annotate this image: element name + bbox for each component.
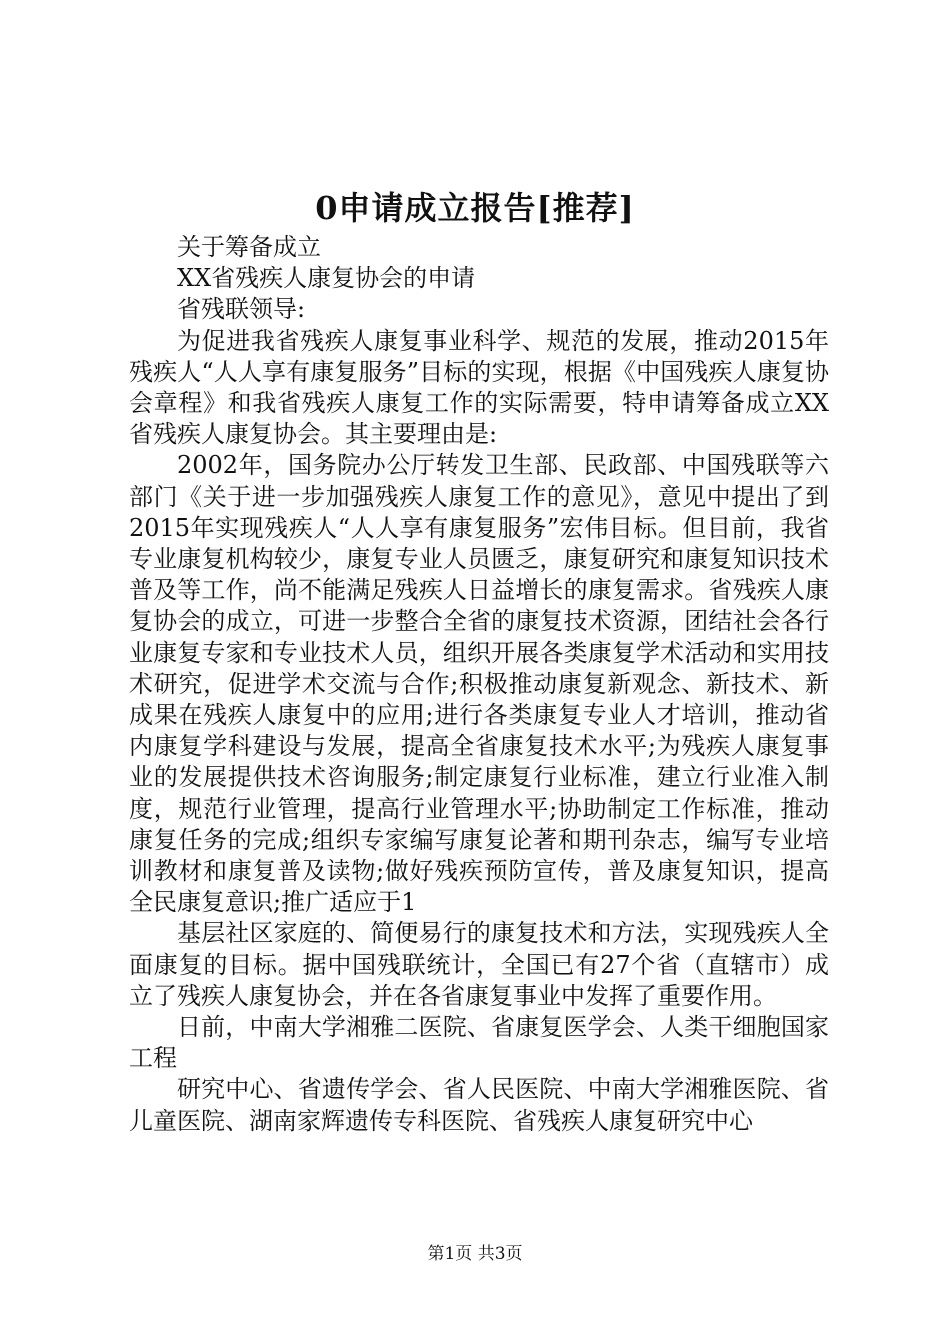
paragraph-institutions-1: 日前，中南大学湘雅二医院、省康复医学会、人类干细胞国家工程 [129,1013,829,1073]
document-body [129,232,829,1137]
document-title: 0申请成立报告[推荐] [315,189,635,227]
paragraph-heading-line-1: 关于筹备成立 [177,233,321,261]
paragraph-community: 基层社区家庭的、简便易行的康复技术和方法，实现残疾人全面康复的目标。据中国残联统计，全国已有27个省（直辖市）成立了残疾人康复协会，并在各省康复事业中发挥了重要作用。 [129,919,829,1010]
paragraph-salutation: 省残联领导: [177,295,306,324]
paragraph-purpose: 为促进我省残疾人康复事业科学、规范的发展，推动2015年残疾人“人人享有康复服务”目标的实现，根据《中国残疾人康复协会章程》和我省残疾人康复工作的实际需要，特申请筹备成立XX省残疾人康复协会。其主要理由是: [129,326,829,449]
paragraph-institutions-2: 研究中心、省遗传学会、省人民医院、中南大学湘雅医院、省儿童医院、湖南家辉遗传专科医院、省残疾人康复研究中心 [129,1075,829,1135]
paragraph-heading-line-2: XX省残疾人康复协会的申请 [177,264,476,293]
paragraph-reasons: 2002年，国务院办公厅转发卫生部、民政部、中国残联等六部门《关于进一步加强残疾人康复工作的意见》，意见中提出了到2015年实现残疾人“人人享有康复服务”宏伟目标。但目前，我省专业康复机构较少，康复专业人员匮乏，康复研究和康复知识技术普及等工作，尚不能满足残疾人日益增长的康复需求。省残疾人康复协会的成立，可进一步整合全省的康复技术资源，团结社会各行业康复专家和专业技术人员，组织开展各类康复学术活动和实用技术研究，促进学术交流与合作;积极推动康复新观念、新技术、新成果在残疾人康复中的应用;进行各类康复专业人才培训，推动省内康复学科建设与发展，提高全省康复技术水平;为残疾人康复事业的发展提供技术咨询服务;制定康复行业标准，建立行业准入制度，规范行业管理，提高行业管理水平;协助制定工作标准，推动康复任务的完成;组织专家编写康复论著和期刊杂志，编写专业培训教材和康复普及读物;做好残疾预防宣传，普及康复知识，提高全民康复意识;推广适应于1 [129,451,829,917]
page-number-footer: 第1页 共3页 [427,1244,523,1264]
